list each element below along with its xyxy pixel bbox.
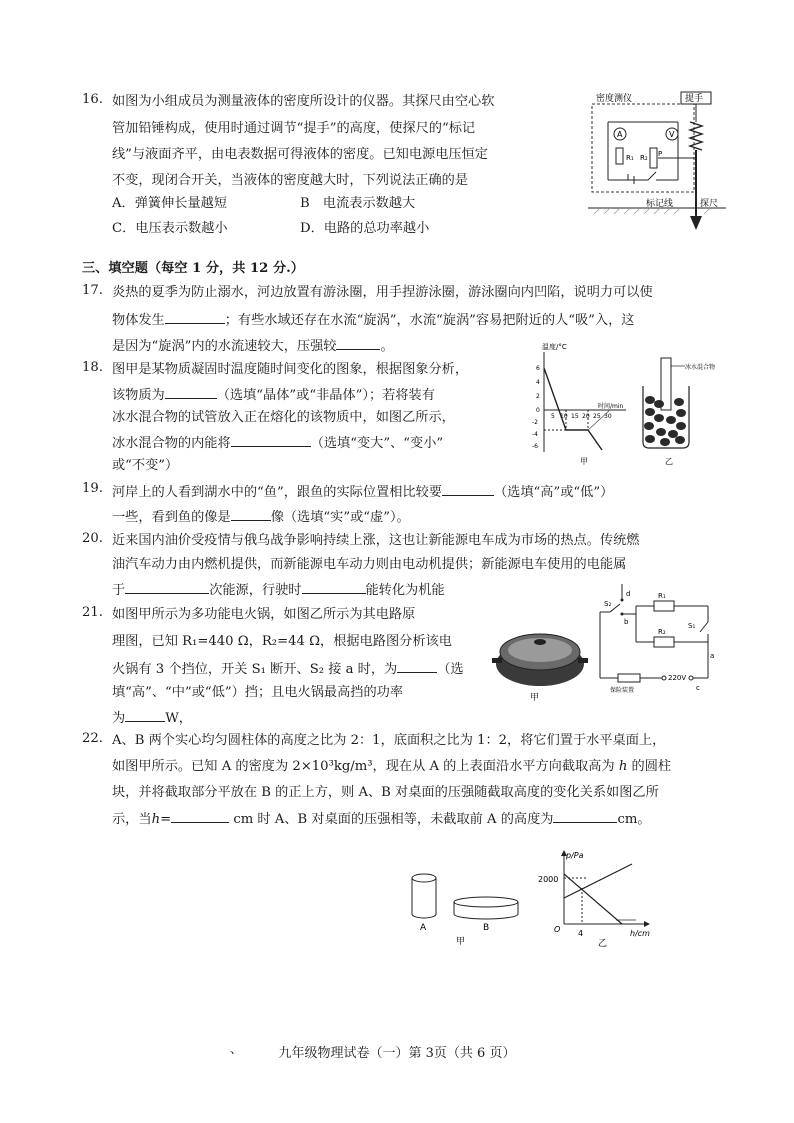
question-text: 理图，已知 R₁=440 Ω，R₂=44 Ω，根据电路图分析该电 (112, 634, 452, 649)
line-pa (564, 874, 622, 924)
text-segment: 能转化为机能 (365, 583, 445, 598)
lid-knob (534, 639, 546, 645)
y-tick: -2 (532, 419, 538, 426)
question-text: 炎热的夏季为防止溺水，河边放置有游泳圈，用手捏游泳圈，游泳圈向内凹陷，说明力可以使 (112, 285, 653, 300)
x-axis-label: 时间/min (598, 403, 624, 410)
r2-label: R₂ (658, 628, 666, 636)
text-segment: 示，当 (112, 812, 152, 827)
answer-blank[interactable] (165, 384, 217, 399)
figure-label-yi: 乙 (665, 457, 673, 466)
text-segment: 河岸上的人看到湖水中的“鱼”，跟鱼的实际位置相比较要 (112, 485, 442, 500)
text-segment: 的圆柱 (631, 759, 672, 774)
question-number: 22. (82, 731, 103, 746)
question-text (112, 384, 435, 406)
text-segment: 一些，看到鱼的像是 (112, 510, 231, 525)
x-tick: 15 (571, 413, 579, 420)
text-segment: 于 (112, 583, 126, 598)
answer-blank[interactable] (231, 432, 311, 447)
text-segment: 次能源，行驶时 (209, 583, 302, 598)
question-number: 17. (82, 283, 103, 298)
weight-icon (690, 216, 702, 230)
question-text: 图甲是某物质凝固时温度随时间变化的图象，根据图象分析， (112, 362, 469, 377)
question-text (112, 481, 613, 503)
y-tick: -6 (532, 443, 538, 450)
question-text: 线”与液面齐平，由电表数据可得液体的密度。已知电源电压恒定 (112, 147, 488, 162)
section-heading: 三、填空题（每空 1 分，共 12 分.） (82, 261, 304, 276)
figure-label-jia: 甲 (456, 937, 466, 947)
answer-blank[interactable] (397, 658, 437, 673)
y-tick: 4 (536, 379, 540, 386)
text-segment: 物体发生 (112, 313, 165, 328)
fuse-label: 保险装置 (610, 687, 635, 694)
text-segment: 冰水混合物的内能将 (112, 436, 231, 451)
tube-label: 冰水混合物 (685, 364, 716, 371)
text-segment: cm。 (617, 812, 651, 827)
variable-h: h (151, 812, 161, 827)
option-b[interactable]: B 电流表示数越大 (300, 196, 416, 211)
answer-blank[interactable] (336, 335, 380, 350)
cylinder-a (412, 878, 436, 918)
text-segment: （选填“变大”、“变小” (310, 436, 444, 451)
resistor-r2 (654, 637, 674, 647)
answer-blank[interactable] (165, 309, 225, 324)
question-text: 块，并将截取部分平放在 B 的正上方，则 A、B 对桌面的压强随截取高度的变化关系如图乙所 (112, 785, 659, 800)
answer-blank[interactable] (125, 707, 165, 722)
question-text (112, 757, 671, 777)
origin-label: O (554, 925, 561, 934)
answer-blank[interactable] (553, 808, 617, 823)
option-a[interactable]: A．弹簧伸长量越短 (112, 196, 228, 211)
resistor-r1 (616, 148, 623, 164)
text-segment: = (160, 812, 172, 827)
question-number: 19. (82, 481, 103, 496)
page-footer: 九年级物理试卷（一）第 3页（共 6 页） (278, 1046, 516, 1061)
y-tick: 2 (536, 393, 540, 400)
solidification-graph (530, 340, 630, 470)
terminal-b: b (624, 618, 629, 626)
question-text (112, 808, 651, 830)
question-text: 冰水混合物的试管放入正在熔化的该物质中，如图乙所示， (112, 410, 455, 425)
label-b: B (483, 923, 490, 933)
y-value-label: 2000 (538, 875, 559, 884)
ammeter-label: A (617, 130, 623, 139)
figure-label-jia: 甲 (530, 693, 540, 703)
text-segment: 是因为“旋涡”内的水流速较大，压强较 (112, 339, 337, 354)
question-text: 如图为小组成员为测量液体的密度所设计的仪器。其探尺由空心软 (112, 94, 495, 109)
voltage-label: 220V (668, 674, 687, 682)
spring (690, 122, 702, 150)
question-text: 不变，现闭合开关，当液体的密度越大时，下列说法正确的是 (112, 173, 469, 188)
resistor-r2 (650, 148, 657, 168)
pressure-graph (536, 848, 656, 948)
probe-label: 探尺 (700, 199, 719, 209)
question-text: 填“高”、“中”或“低”）挡；且电火锅最高挡的功率 (112, 685, 404, 700)
question-text: 管加铅锤构成，使用时通过调节“提手”的高度，使探尺的“标记 (112, 121, 476, 136)
text-segment: 如图甲所示。已知 A 的密度为 2×10³kg/m³，现在从 A 的上表面沿水平方向截取高为 (112, 759, 615, 774)
r2-label: R₂ (640, 154, 648, 162)
question-text: 或“不变”） (112, 458, 179, 473)
hotpot-figure (490, 612, 590, 704)
question-text (112, 707, 192, 729)
terminal-c: c (696, 684, 700, 692)
question-text: A、B 两个实心均匀圆柱体的高度之比为 2：1，底面积之比为 1：2，将它们置于水平桌面上， (112, 733, 666, 748)
mark-line-label: 标记线 (646, 199, 674, 209)
y-axis-label: p/Pa (566, 851, 584, 860)
question-text: 如图甲所示为多功能电火锅，如图乙所示为其电路原 (112, 607, 416, 622)
text-segment: 像（选填“实”或“虚”）。 (270, 510, 410, 525)
hotpot-circuit (596, 578, 716, 696)
option-c[interactable]: C．电压表示数越小 (112, 221, 228, 236)
question-text: 近来国内油价受疫情与俄乌战争影响持续上涨，这也让新能源电车成为市场的热点。传统燃 (112, 533, 640, 548)
text-segment: （选填“晶体”或“非晶体”）；若将装有 (216, 388, 435, 403)
y-tick: 6 (536, 365, 540, 372)
beaker-figure (635, 356, 716, 468)
question-text (112, 579, 445, 601)
switch-icon (648, 172, 656, 180)
s1-label: S₁ (688, 622, 696, 630)
question-number: 18. (82, 360, 103, 375)
text-segment: 为 (112, 711, 126, 726)
x-tick: 5 (551, 413, 555, 420)
line-pb (564, 864, 632, 898)
switch-s1 (700, 622, 708, 632)
temperature-curve (544, 368, 602, 450)
cylinders-figure (404, 868, 524, 946)
text-segment: W， (165, 711, 192, 726)
question-text: 油汽车动力由内燃机提供，而新能源电车动力则由电动机提供；新能源电车使用的电能属 (112, 557, 627, 572)
answer-blank[interactable] (442, 481, 494, 496)
question-number: 21. (82, 605, 103, 620)
figure-label-yi: 乙 (598, 939, 608, 949)
figure-title: 密度测仪 (596, 94, 633, 104)
x-value-label: 4 (578, 929, 584, 938)
question-number: 20. (82, 531, 103, 546)
question-text (112, 506, 410, 528)
terminal-a: a (710, 652, 715, 660)
terminal-d: d (626, 590, 631, 598)
x-tick: 10 (560, 413, 568, 420)
s2-label: S₂ (604, 600, 612, 608)
text-segment: 。 (380, 339, 394, 354)
x-axis-label: h/cm (630, 929, 650, 938)
answer-blank[interactable] (302, 579, 366, 594)
y-tick: 0 (536, 407, 540, 414)
question-text (112, 432, 443, 454)
answer-blank[interactable] (231, 506, 271, 521)
question-text (112, 309, 634, 331)
text-segment: ；有些水域还存在水流“旋涡”，水流“旋涡”容易把附近的人“吸”入，这 (224, 313, 635, 328)
slider-label: P (658, 150, 663, 158)
text-segment: cm 时 A、B 对桌面的压强相等，未截取前 A 的高度为 (233, 812, 554, 827)
answer-blank[interactable] (125, 579, 209, 594)
option-d[interactable]: D．电路的总功率越小 (300, 221, 430, 236)
handle-label: 提手 (685, 94, 704, 104)
x-tick: 25 (593, 413, 601, 420)
question-text (112, 335, 394, 357)
text-segment: 该物质为 (112, 388, 165, 403)
instrument-box (592, 104, 694, 192)
switch-s2 (610, 604, 620, 612)
text-segment: （选 (437, 662, 464, 677)
figure-label-jia: 甲 (580, 457, 588, 466)
text-segment: （选填“高”或“低”） (493, 485, 614, 500)
r1-label: R₁ (658, 592, 666, 600)
stray-mark: 、 (230, 1042, 243, 1056)
y-axis-label: 温度/°C (542, 343, 567, 351)
question-text (112, 658, 464, 680)
text-segment: 火锅有 3 个挡位，开关 S₁ 断开、S₂ 接 a 时，为 (112, 662, 398, 677)
question-number: 16. (82, 92, 103, 107)
y-tick: -4 (532, 431, 538, 438)
answer-blank[interactable] (171, 808, 229, 823)
r1-label: R₁ (626, 154, 634, 162)
voltmeter-label: V (669, 130, 675, 139)
x-tick: 30 (604, 413, 612, 420)
label-a: A (420, 923, 427, 933)
variable-h: h (618, 759, 628, 774)
fuse (618, 674, 640, 682)
resistor-r1 (654, 601, 674, 611)
x-tick: 20 (582, 413, 590, 420)
density-meter-figure (588, 90, 728, 242)
